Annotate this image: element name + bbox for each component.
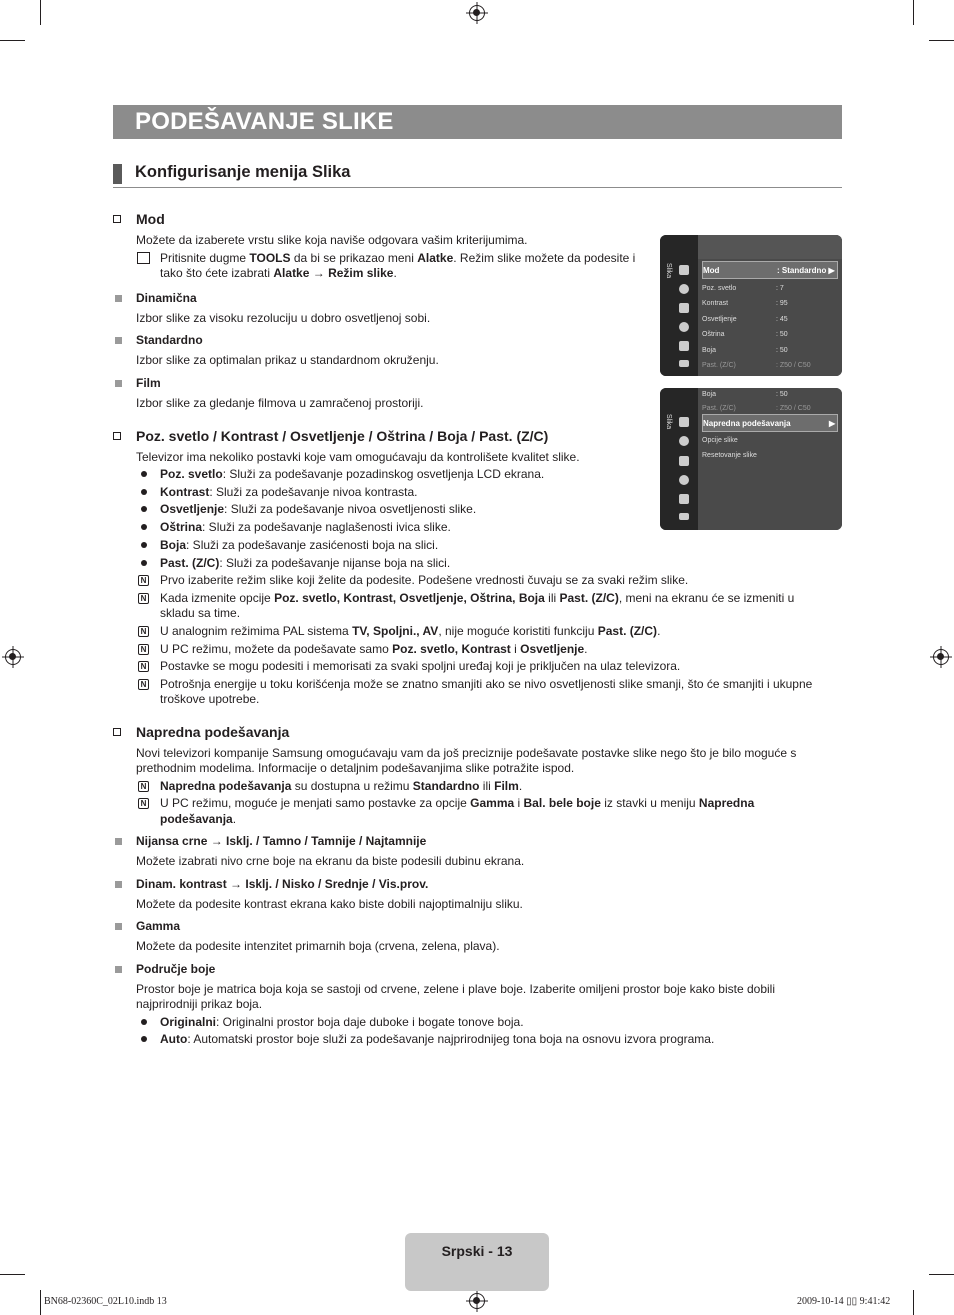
crop-mark xyxy=(913,0,914,25)
napredna-item-desc: Prostor boje je matrica boja koja se sastoji od crvene, zelene i plave boje. Izaberite omiljeni prostor boje kako biste dobili xyxy=(136,982,776,996)
checkbox-icon xyxy=(113,215,121,223)
bullet-icon xyxy=(141,560,147,566)
poz-note: Prvo izaberite režim slike koji želite da podesite. Podešene vrednosti čuvaju se za svaki režim slike. xyxy=(160,573,689,587)
poz-bullet: Past. (Z/C): Služi za podešavanje nijanse boja na slici. xyxy=(160,556,451,570)
poz-bullet: Oštrina: Služi za podešavanje naglašenosti ivica slike. xyxy=(160,520,451,534)
tv-menu-row: Opcije slike xyxy=(702,437,738,444)
poz-bullet: Kontrast: Služi za podešavanje nivoa kontrasta. xyxy=(160,485,418,499)
mod-tools-line2: tako što ćete izabrati Alatke → Režim slike. xyxy=(160,266,397,280)
bullet-icon xyxy=(141,1019,147,1025)
tv-menu-row: Boja : 50 xyxy=(702,347,788,354)
note-icon: N xyxy=(138,781,149,792)
square-bullet-icon xyxy=(115,923,122,930)
tv-menu-row: Oštrina : 50 xyxy=(702,331,788,338)
picture-icon xyxy=(679,265,689,275)
poz-intro: Televizor ima nekoliko postavki koje vam omogućavaju da kontrolišete kvalitet slike. xyxy=(136,450,580,464)
sound-icon xyxy=(679,436,689,446)
crop-mark xyxy=(929,1274,954,1275)
crop-mark xyxy=(0,40,25,41)
page-number-tab xyxy=(405,1233,549,1291)
square-bullet-icon xyxy=(115,337,122,344)
crop-mark xyxy=(913,1290,914,1315)
section-title: Konfigurisanje menija Slika xyxy=(135,163,351,181)
poz-note: U analognim režimima PAL sistema TV, Spoljni., AV, nije moguće koristiti funkciju Past. (Z/C). xyxy=(160,624,661,638)
sound-icon xyxy=(679,284,689,294)
input-icon xyxy=(679,494,689,504)
poz-bullet: Boja: Služi za podešavanje zasićenosti boja na slici. xyxy=(160,538,439,552)
bullet-icon xyxy=(141,1036,147,1042)
setup-icon xyxy=(679,475,689,485)
note-icon: N xyxy=(138,575,149,586)
napredna-item-name: Gamma xyxy=(136,919,181,933)
picture-icon xyxy=(679,417,689,427)
bullet-icon xyxy=(141,471,147,477)
checkbox-icon xyxy=(113,432,121,440)
registration-mark-icon xyxy=(469,1293,485,1309)
setup-icon xyxy=(679,322,689,332)
title-bar xyxy=(113,105,842,139)
tv-menu-row: Poz. svetlo : 7 xyxy=(702,285,784,292)
crop-mark xyxy=(40,1290,41,1315)
square-bullet-icon xyxy=(115,966,122,973)
note-icon: N xyxy=(138,593,149,604)
napredna-intro-cont: prethodnim modelima. Informacije o detaljnim podešavanjima slike potražite ispod. xyxy=(136,761,575,775)
note-icon: N xyxy=(138,679,149,690)
tv-menu-row: Kontrast : 95 xyxy=(702,300,788,307)
bullet-icon xyxy=(141,506,147,512)
napredna-item-name: Nijansa crne → Isklj. / Tamno / Tamnije / Najtamnije xyxy=(136,834,427,848)
note-icon: N xyxy=(138,644,149,655)
bullet-icon xyxy=(141,524,147,530)
napredna-note-cont: podešavanja. xyxy=(160,812,237,826)
tv-menu-row: Osvetljenje : 45 xyxy=(702,316,788,323)
mod-item-name: Dinamična xyxy=(136,291,197,305)
napredna-bullet: Originalni: Originalni prostor boja daje duboke i bogate tonove boja. xyxy=(160,1015,524,1029)
input-icon xyxy=(679,341,689,351)
tv-menu-picture xyxy=(660,235,842,376)
section-marker xyxy=(113,164,122,184)
square-bullet-icon xyxy=(115,380,122,387)
channel-icon xyxy=(679,303,689,313)
page-title: PODEŠAVANJE SLIKE xyxy=(135,108,394,135)
mod-item-desc: Izbor slike za gledanje filmova u zamračenoj prostoriji. xyxy=(136,396,424,410)
napredna-bullet: Auto: Automatski prostor boje služi za podešavanje najprirodnijeg tona boja na osnovu izvora programa. xyxy=(160,1032,715,1046)
napredna-intro: Novi televizori kompanije Samsung omogućavaju vam da još preciznije podešavate postavke slike nego što je bilo moguće s xyxy=(136,746,797,760)
tv-menu-row: Resetovanje slike xyxy=(702,452,757,459)
tv-menu-side-label: Slika xyxy=(665,263,672,279)
poz-note-cont: skladu sa time. xyxy=(160,606,241,620)
section-header xyxy=(113,163,842,188)
square-bullet-icon xyxy=(115,295,122,302)
square-bullet-icon xyxy=(115,838,122,845)
bullet-icon xyxy=(141,489,147,495)
registration-mark-icon xyxy=(933,649,949,665)
poz-heading: Poz. svetlo / Kontrast / Osvetljenje / Oštrina / Boja / Past. (Z/C) xyxy=(136,428,549,444)
note-icon: N xyxy=(138,661,149,672)
napredna-item-name: Dinam. kontrast → Isklj. / Nisko / Srednje / Vis.prov. xyxy=(136,877,429,891)
tools-icon xyxy=(137,252,150,264)
mod-heading: Mod xyxy=(136,211,165,227)
napredna-item-desc: Možete da podesite intenzitet primarnih boja (crvena, zelena, plava). xyxy=(136,939,500,953)
page-number: Srpski - 13 xyxy=(441,1243,513,1259)
poz-bullet: Poz. svetlo: Služi za podešavanje pozadinskog osvetljenja LCD ekrana. xyxy=(160,467,545,481)
checkbox-icon xyxy=(113,728,121,736)
square-bullet-icon xyxy=(115,881,122,888)
tv-menu-advanced xyxy=(660,388,842,530)
poz-note: Postavke se mogu podesiti i memorisati za svaki spoljni uređaj koji je priključen na ulaz televizora. xyxy=(160,659,681,673)
poz-bullet: Osvetljenje: Služi za podešavanje nivoa osvetljenosti slike. xyxy=(160,502,477,516)
tv-menu-row: Boja : 50 xyxy=(702,391,788,398)
napredna-item-desc: Možete izabrati nivo crne boje na ekranu da biste podesili dubinu ekrana. xyxy=(136,854,525,868)
tv-menu-row-selected: Napredna podešavanja ▶ xyxy=(702,414,838,432)
registration-mark-icon xyxy=(469,5,485,21)
tv-menu-row: Past. (Z/C) : Z50 / C50 xyxy=(702,362,811,369)
tv-menu-header xyxy=(698,235,842,259)
channel-icon xyxy=(679,456,689,466)
crop-mark xyxy=(0,1274,25,1275)
note-icon: N xyxy=(138,626,149,637)
poz-note-cont: troškove upotrebe. xyxy=(160,692,260,706)
print-slug-left: BN68-02360C_02L10.indb 13 xyxy=(44,1296,167,1307)
poz-note: Potrošnja energije u toku korišćenja može se znatno smanjiti ako se nivo osvetljenosti slike smanji, što će smanjiti i ukupne xyxy=(160,677,813,691)
mod-item-name: Standardno xyxy=(136,333,203,347)
napredna-heading: Napredna podešavanja xyxy=(136,724,290,740)
mod-item-desc: Izbor slike za visoku rezoluciju u dobro osvetljenoj sobi. xyxy=(136,311,431,325)
mod-item-name: Film xyxy=(136,376,161,390)
application-icon xyxy=(679,360,689,367)
tv-menu-row: Past. (Z/C) : Z50 / C50 xyxy=(702,405,811,412)
crop-mark xyxy=(40,0,41,25)
napredna-item-desc: Možete da podesite kontrast ekrana kako biste dobili najoptimalniju sliku. xyxy=(136,897,523,911)
napredna-note: U PC režimu, moguće je menjati samo postavke za opcije Gamma i Bal. bele boje iz stavki u meniju Napredna xyxy=(160,796,755,810)
note-icon: N xyxy=(138,798,149,809)
napredna-item-desc-cont: najprirodniji prikaz boja. xyxy=(136,997,263,1011)
tv-menu-side-label: Slika xyxy=(665,414,672,430)
application-icon xyxy=(679,513,689,520)
bullet-icon xyxy=(141,542,147,548)
poz-note: Kada izmenite opcije Poz. svetlo, Kontrast, Osvetljenje, Oštrina, Boja ili Past. (Z/C), meni na ekranu će se izmeniti u xyxy=(160,591,795,605)
mod-intro: Možete da izaberete vrstu slike koja naviše odgovara vašim kriterijumima. xyxy=(136,233,528,247)
print-slug-right: 2009-10-14 ▯▯ 9:41:42 xyxy=(797,1296,891,1307)
mod-item-desc: Izbor slike za optimalan prikaz u standardnom okruženju. xyxy=(136,353,439,367)
mod-tools-line1: Pritisnite dugme TOOLS da bi se prikazao meni Alatke. Režim slike možete da podesite i xyxy=(160,251,636,265)
poz-note: U PC režimu, možete da podešavate samo Poz. svetlo, Kontrast i Osvetljenje. xyxy=(160,642,588,656)
registration-mark-icon xyxy=(5,649,21,665)
tv-menu-row-selected: Mod : Standardno ▶ xyxy=(702,261,838,279)
napredna-note: Napredna podešavanja su dostupna u režimu Standardno ili Film. xyxy=(160,779,523,793)
napredna-item-name: Područje boje xyxy=(136,962,216,976)
crop-mark xyxy=(929,40,954,41)
